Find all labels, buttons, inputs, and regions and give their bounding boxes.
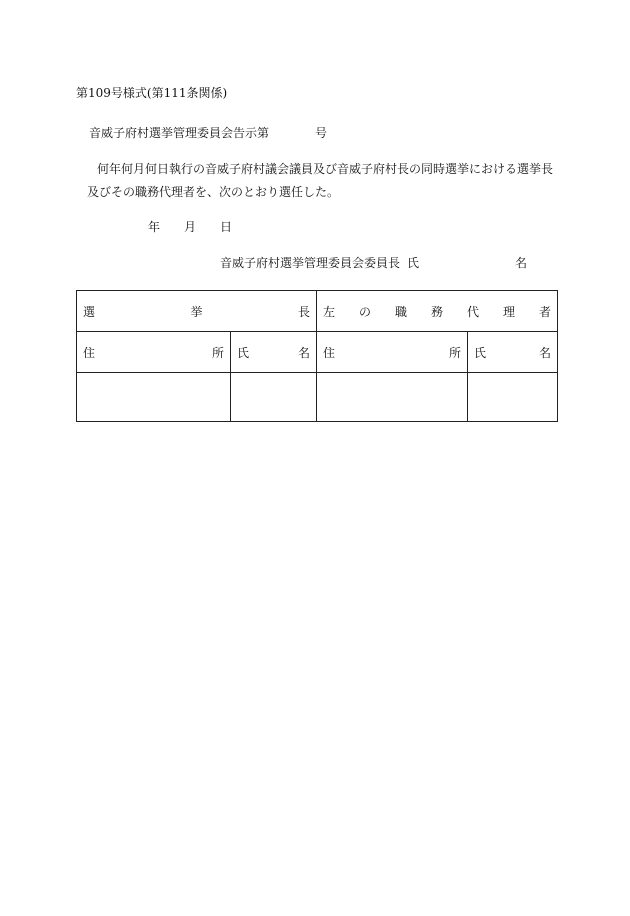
col-address-char: 所 <box>211 345 224 360</box>
cell-chief-name <box>231 373 317 422</box>
header-deputy-char: 理 <box>503 304 516 319</box>
notice-body <box>76 158 556 204</box>
form-number: 第109号様式(第111条関係) <box>76 86 228 100</box>
col-deputy-name <box>468 332 558 373</box>
col-name-char: 名 <box>298 345 311 360</box>
notice-body-line-1: 何年何月何日執行の音威子府村議会議員及び音威子府村長の同時選挙における選挙長 <box>97 162 554 176</box>
col-name-char: 名 <box>539 345 552 360</box>
notice-title: 音威子府村選挙管理委員会告示第 <box>89 126 270 140</box>
header-deputy <box>317 291 558 332</box>
col-address-char: 住 <box>323 345 336 360</box>
date-day-label: 日 <box>220 220 233 234</box>
date-year-label: 年 <box>148 220 161 234</box>
header-deputy-char: 代 <box>467 304 480 319</box>
cell-deputy-name <box>468 373 558 422</box>
header-deputy-char: 務 <box>431 304 444 319</box>
header-election-chief <box>77 291 317 332</box>
table-header-row <box>77 291 558 332</box>
cell-chief-address <box>77 373 231 422</box>
header-election-chief-char: 選 <box>83 304 96 319</box>
header-deputy-char: 者 <box>539 304 552 319</box>
col-name-char: 氏 <box>474 345 487 360</box>
col-name-char: 氏 <box>237 345 250 360</box>
header-deputy-char: 左 <box>323 304 336 319</box>
col-chief-name <box>231 332 317 373</box>
date-month-label: 月 <box>184 220 197 234</box>
cell-deputy-address <box>317 373 468 422</box>
col-chief-address <box>77 332 231 373</box>
header-election-chief-char: 長 <box>298 304 311 319</box>
header-election-chief-char: 挙 <box>190 304 203 319</box>
chair-name-label-mei: 名 <box>515 256 528 270</box>
table-row <box>77 373 558 422</box>
col-address-char: 所 <box>449 345 462 360</box>
notice-body-line-2: 及びその職務代理者を、次のとおり選任した。 <box>87 185 340 199</box>
header-deputy-char: 職 <box>395 304 408 319</box>
table-subheader-row <box>77 332 558 373</box>
chair-name-label-shi: 氏 <box>407 256 420 270</box>
notice-number-suffix: 号 <box>315 126 328 140</box>
header-deputy-char: の <box>359 304 372 319</box>
col-address-char: 住 <box>83 345 96 360</box>
chair-title: 音威子府村選挙管理委員会委員長 <box>220 256 401 270</box>
appointment-table <box>76 290 558 422</box>
col-deputy-address <box>317 332 468 373</box>
